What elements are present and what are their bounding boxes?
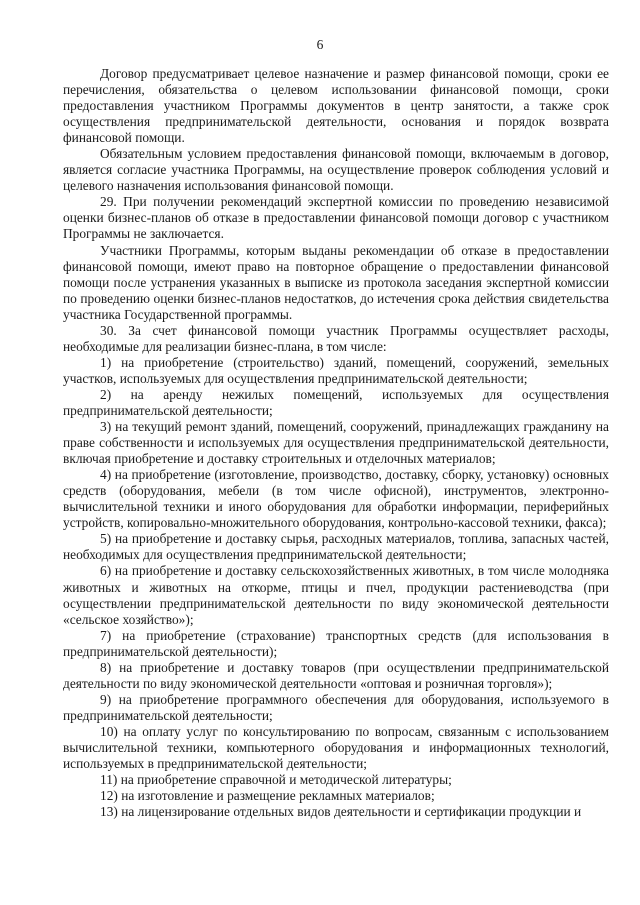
paragraph-mandatory-condition: Обязательным условием предоставления финансовой помощи, включаемым в договор, является согласие участника Программы, на осуществление проверок соблюдения условий и целевого назначения использования финансовой помощи.: [63, 146, 609, 194]
list-item-11: 11) на приобретение справочной и методической литературы;: [100, 772, 452, 788]
page-number: 6: [316, 37, 324, 52]
paragraph-clause-30: 30. За счет финансовой помощи участник Программы осуществляет расходы, необходимые для реализации бизнес-плана, в том числе:: [63, 322, 609, 354]
list-item-9: 9) на приобретение программного обеспечения для оборудования, используемого в предпринимательской деятельности;: [63, 691, 609, 723]
list-item-1: 1) на приобретение (строительство) зданий, помещений, сооружений, земельных участков, используемых для осуществления предпринимательской деятельности;: [63, 354, 609, 386]
list-item-5: 5) на приобретение и доставку сырья, расходных материалов, топлива, запасных частей, необходимых для осуществления предпринимательской деятельности;: [63, 531, 609, 563]
list-item-7: 7) на приобретение (страхование) транспортных средств (для использования в предпринимательской деятельности);: [63, 627, 609, 659]
list-item-3: 3) на текущий ремонт зданий, помещений, сооружений, принадлежащих гражданину на праве собственности и используемых для осуществления предпринимательской деятельности, включая приобретение и доставку строительных и отделочных материалов;: [63, 419, 609, 467]
list-item-13: 13) на лицензирование отдельных видов деятельности и сертификации продукции и: [100, 804, 582, 820]
paragraph-contract-terms: Договор предусматривает целевое назначение и размер финансовой помощи, сроки ее перечисления, обязательства о целевом использовании финансовой помощи, сроки предоставления участником Программы документов в центр занятости, а также срок осуществления предпринимательской деятельности, основания и порядок возврата финансовой помощи.: [63, 66, 609, 146]
list-item-2: 2) на аренду нежилых помещений, используемых для осуществления предпринимательской деятельности;: [63, 386, 609, 418]
paragraph-repeat-application: Участники Программы, которым выданы рекомендации об отказе в предоставлении финансовой помощи, имеют право на повторное обращение о предоставлении финансовой помощи после устранения указанных в выписке из протокола заседания экспертной комиссии по проведению оценки бизнес-планов недостатков, до истечения срока действия свидетельства участника Государственной программы.: [63, 242, 609, 322]
list-item-12: 12) на изготовление и размещение рекламных материалов;: [100, 788, 435, 804]
list-item-8: 8) на приобретение и доставку товаров (при осуществлении предпринимательской деятельности по виду экономической деятельности «оптовая и розничная торговля»);: [63, 659, 609, 691]
paragraph-clause-29: 29. При получении рекомендаций экспертной комиссии по проведению независимой оценки бизнес-планов об отказе в предоставлении финансовой помощи договор с участником Программы не заключается.: [63, 194, 609, 242]
list-item-6: 6) на приобретение и доставку сельскохозяйственных животных, в том числе молодняка животных и животных на откорме, птицы и пчел, продукции растениеводства (при осуществлении предпринимательской деятельности по виду экономической деятельности «сельское хозяйство»);: [63, 563, 609, 627]
list-item-10: 10) на оплату услуг по консультированию по вопросам, связанным с использованием вычислительной техники, компьютерного оборудования и информационных технологий, используемых в предпринимательской деятельности;: [63, 723, 609, 772]
list-item-4: 4) на приобретение (изготовление, производство, доставку, сборку, установку) основных средств (оборудования, мебели (в том числе офисной), инструментов, электронно-вычислительной техники и иного оборудования для обработки информации, периферийных устройств, копировально-множительного оборудования, контрольно-кассовой техники, факса);: [63, 467, 609, 531]
document-body: [63, 66, 609, 820]
